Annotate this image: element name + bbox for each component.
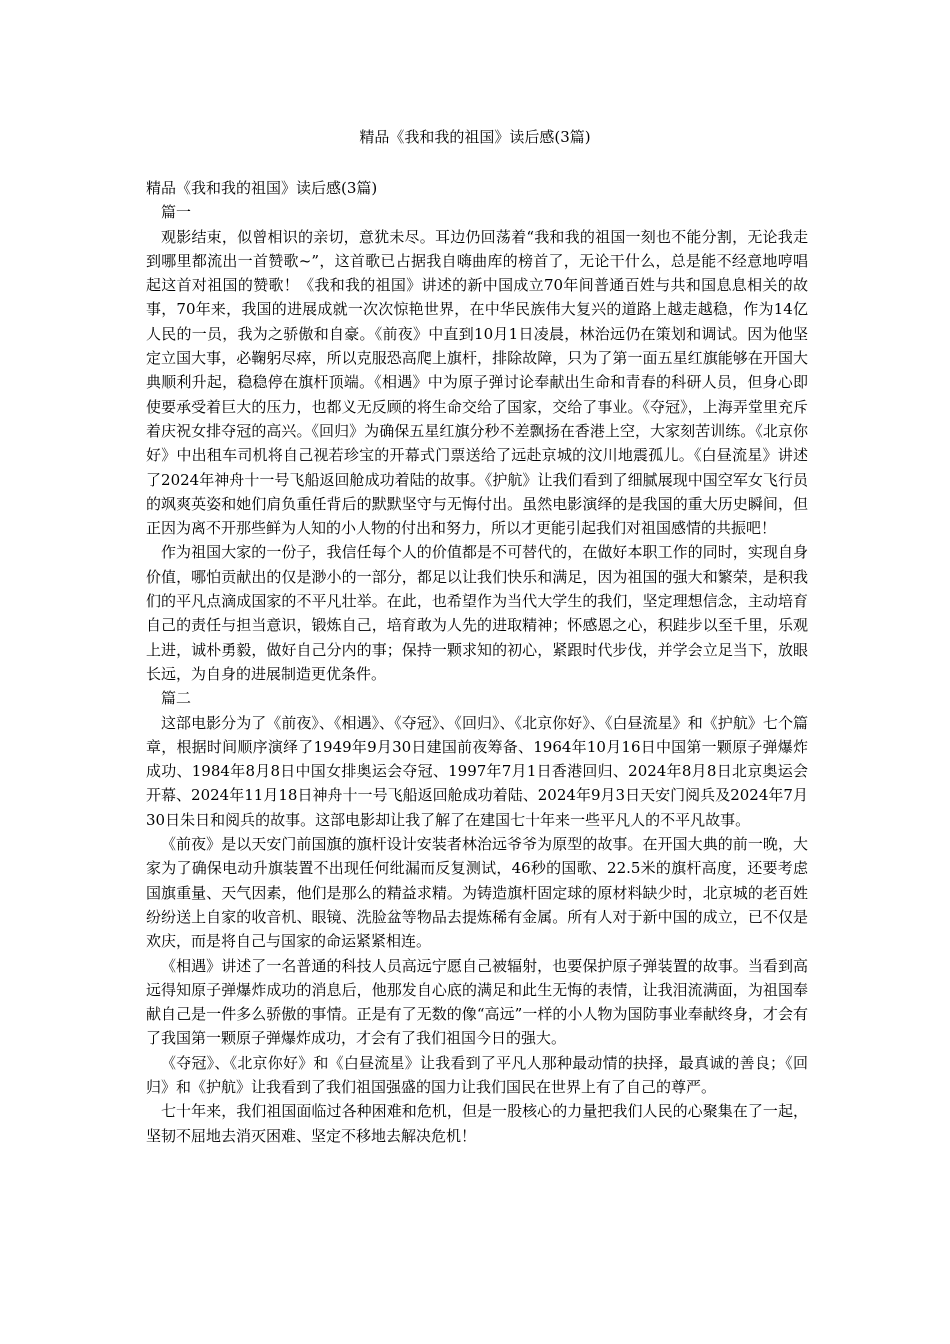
- paragraph: 《夺冠》、《北京你好》和《白昼流星》让我看到了平凡人那种最动情的抉择，最真诚的善良；《回归》和《护航》让我看到了我们祖国强盛的国力让我们国民在世界上有了自己的尊严。: [146, 1053, 808, 1096]
- paragraph: 观影结束，似曾相识的亲切，意犹未尽。耳边仍回荡着“我和我的祖国一刻也不能分割，无论我走到哪里都流出一首赞歌~”，这首歌已占据我自嗨曲库的榜首了，无论干什么，总是能不经意地哼唱起这首对祖国的赞歌！《我和我的祖国》讲述的新中国成立70年间普通百姓与共和国息息相关的故事，70年来，我国的进展成就一次次惊艳世界，在中华民族伟大复兴的道路上越走越稳，作为14亿人民的一员，我为之骄傲和自豪。《前夜》中直到10月1日凌晨，林治远仍在策划和调试。因为他坚定立国大事，必鞠躬尽瘁，所以克服恐高爬上旗杆，排除故障，只为了第一面五星红旗能够在开国大典顺利升起，稳稳停在旗杆顶端。《相遇》中为原子弹讨论奉献出生命和青春的科研人员，但身心即使要承受着巨大的压力，也都义无反顾的将生命交给了国家，交给了事业。《夺冠》，上海弄堂里充斥着庆祝女排夺冠的高兴。《回归》为确保五星红旗分秒不差飘扬在香港上空，大家刻苦训练。《北京你好》中出租车司机将自己视若珍宝的开幕式门票送给了远赴京城的汶川地震孤儿。《白昼流星》讲述了2024年神舟十一号飞船返回舱成功着陆的故事。《护航》让我们看到了细腻展现中国空军女飞行员的飒爽英姿和她们肩负重任背后的默默坚守与无悔付出。虽然电影演绎的是我国的重大历史瞬间，但正因为离不开那些鲜为人知的小人物的付出和努力，所以才更能引起我们对祖国感情的共振吧！: [146, 227, 808, 538]
- paragraph: 《前夜》是以天安门前国旗的旗杆设计安装者林治远爷爷为原型的故事。在开国大典的前一晚，大家为了确保电动升旗装置不出现任何纰漏而反复测试，46秒的国歌、22.5米的旗杆高度，还要考虑国旗重量、天气因素，他们是那么的精益求精。为铸造旗杆固定球的原材料缺少时，北京城的老百姓纷纷送上自家的收音机、眼镜、洗脸盆等物品去提炼稀有金属。所有人对于新中国的成立，已不仅是欢庆，而是将自己与国家的命运紧紧相连。: [146, 835, 808, 951]
- paragraph: 《相遇》讲述了一名普通的科技人员高远宁愿自己被辐射，也要保护原子弹装置的故事。当看到高远得知原子弹爆炸成功的消息后，他那发自心底的满足和此生无悔的表情，让我泪流满面，为祖国奉献自己是一件多么骄傲的事情。正是有了无数的像“高远”一样的小人物为国防事业奉献终身，才会有了我国第一颗原子弹爆炸成功，才会有了我们祖国今日的强大。: [146, 956, 808, 1048]
- paragraph: 七十年来，我们祖国面临过各种困难和危机，但是一股核心的力量把我们人民的心聚集在了一起，坚韧不屈地去消灭困难、坚定不移地去解决危机！: [146, 1102, 808, 1145]
- document-body: [146, 176, 808, 1148]
- section-heading-2: 篇二: [161, 689, 192, 708]
- paragraph: 作为祖国大家的一份子，我信任每个人的价值都是不可替代的，在做好本职工作的同时，实现自身价值，哪怕贡献出的仅是渺小的一部分，都足以让我们快乐和满足，因为祖国的强大和繁荣，是积我们的平凡点滴成国家的不平凡壮举。在此，也希望作为当代大学生的我们，坚定理想信念，主动培育自己的责任与担当意识，锻炼自己，培育敢为人先的进取精神；怀感恩之心，积跬步以至千里，乐观上进，诚朴勇毅，做好自己分内的事；保持一颗求知的初心，紧跟时代步伐，并学会立足当下，放眼长远，为自身的进展制造更优条件。: [146, 543, 808, 683]
- document-title: 精品《我和我的祖国》读后感(3篇): [359, 128, 591, 146]
- section-heading-1: 篇一: [161, 203, 192, 222]
- document-subtitle: 精品《我和我的祖国》读后感(3篇): [146, 179, 378, 197]
- paragraph: 这部电影分为了《前夜》、《相遇》、《夺冠》、《回归》、《北京你好》、《白昼流星》和《护航》七个篇章，根据时间顺序演绎了1949年9月30日建国前夜筹备、1964年10月16日中国第一颗原子弹爆炸成功、1984年8月8日中国女排奥运会夺冠、1997年7月1日香港回归、2024年8月8日北京奥运会开幕、2024年11月18日神舟十一号飞船返回舱成功着陆、2024年9月3日天安门阅兵及2024年7月30日朱日和阅兵的故事。这部电影却让我了解了在建国七十年来一些平凡人的不平凡故事。: [146, 713, 808, 829]
